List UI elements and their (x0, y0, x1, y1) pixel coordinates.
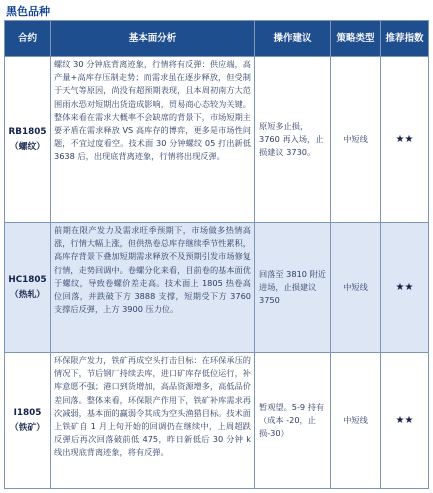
analysis-cell: 环保限产发力，铁矿再成空头打击目标：在环保承压的情况下，节后钢厂持续去库，进口矿库存低位运行，补库意愿不强；港口到货增加，高品资源增多，高低品价差回落。整体来看，环保限产作用下，铁矿补库需求再次减弱，基本面的赢弱令其成为空头渔猎目标。技术面上铁矿自 1 月上旬开始的回调仍在继续中，上周超跌 反弹后再次回落破前低 475，昨日新低后 30 分钟 k 线出现底背离迹象，将有反弹。 (51, 353, 255, 489)
contract-cell (5, 57, 51, 223)
advice-cell: 回落至 3810 附近进场，止损建议 3750 (255, 223, 331, 353)
contract-cell (5, 353, 51, 489)
table-row (5, 353, 429, 489)
analysis-cell: 前期在限产发力及需求旺季预期下，市场做多热情高涨，行情大幅上涨，但供热卷总库存继续季节性累积，高库存背景下叠加短期需求释放不及预期引发市场修复行情，走势回调中。卷螺分化来看，目前卷的基本面优于螺纹，导致卷螺价差走高。技术面上 1805 热卷高位回落，并跌破下方 3888 支撑，短期受下方 3760 支撑后反弹，上方 3900 压力位。 (51, 223, 255, 353)
contract-cell (5, 223, 51, 353)
strategy-cell: 中短线 (331, 57, 381, 223)
contract-code: HC1805 (8, 274, 47, 285)
header-advice: 操作建议 (255, 21, 331, 57)
futures-table (4, 20, 429, 489)
rating-stars: ★★ (381, 57, 429, 223)
rating-stars: ★★ (381, 353, 429, 489)
contract-name: （螺纹） (9, 141, 46, 152)
rating-stars: ★★ (381, 223, 429, 353)
table-row (5, 223, 429, 353)
contract-code: RB1805 (8, 126, 47, 137)
strategy-cell: 中短线 (331, 353, 381, 489)
header-strategy: 策略类型 (331, 21, 381, 57)
section-title: 黑色品种 (6, 5, 50, 18)
header-rating: 推荐指数 (381, 21, 429, 57)
table-header-row (5, 21, 429, 57)
strategy-cell: 中短线 (331, 223, 381, 353)
table-row (5, 57, 429, 223)
advice-cell: 暂观望。5-9 持有（成本 -20，止损-30） (255, 353, 331, 489)
analysis-cell: 螺纹 30 分钟底背离迹象，行情将有反弹：供应端，高产量+高库存压制走势；而需求虽在逐步释放，但受制于天气等原因，尚没有超预期表现，且本周初南方大范围雨水恐对短期出货造成影响，贸易商心态较为关键。整体来看在需求大概率不会缺席的背景下，市场短期主要矛盾在需求释放 VS 高库存的博弈，更多是市场性问题，不宜过度看空。技术面 30 分钟螺纹 05 打出新低 3638 后，出现底背离迹象，行情将出现反弹。 (51, 57, 255, 223)
contract-name: （热轧） (9, 289, 46, 300)
advice-cell: 原短多止损，3760 再入场，止损建议 3730。 (255, 57, 331, 223)
header-contract: 合约 (5, 21, 51, 57)
contract-code: I1805 (13, 407, 42, 418)
header-analysis: 基本面分析 (51, 21, 255, 57)
contract-name: （铁矿） (9, 422, 46, 433)
